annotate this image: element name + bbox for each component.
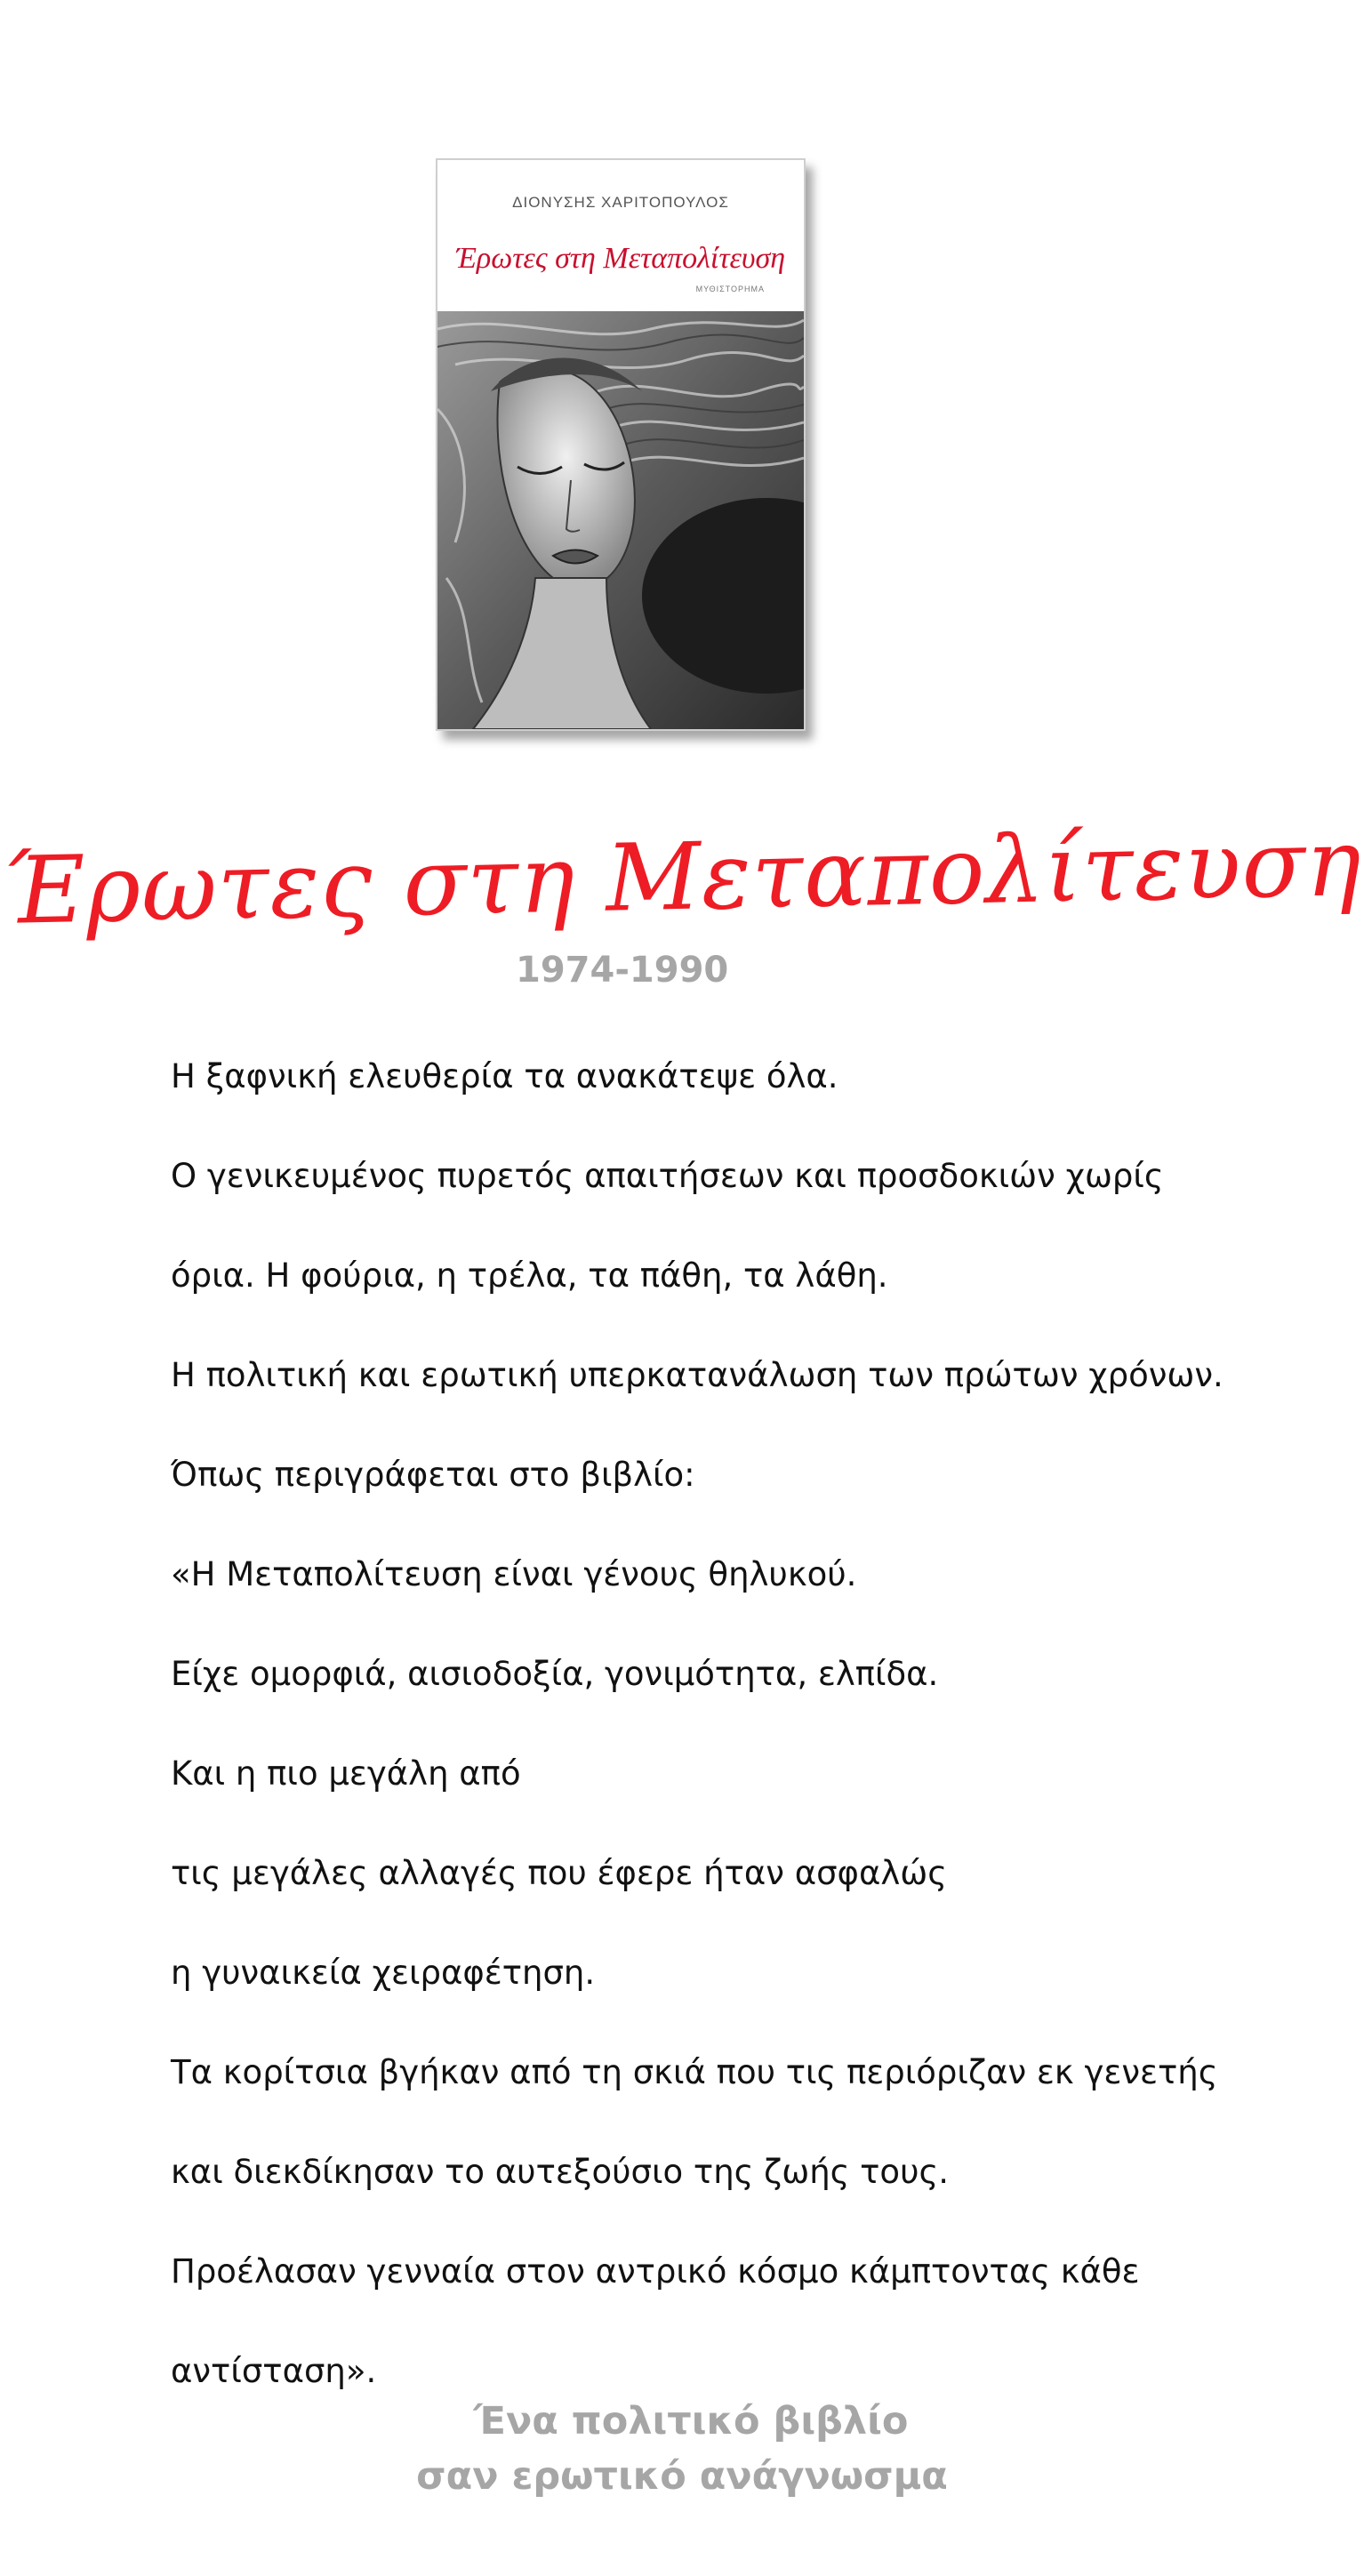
footer-tagline <box>0 2394 1364 2504</box>
book-title: Έρωτες στη Μεταπολίτευση <box>455 242 786 275</box>
body-line: Τα κορίτσια βγήκαν από τη σκιά που τις περιόριζαν εκ γενετής <box>171 2053 1218 2091</box>
main-title: Έρωτες στη Μεταπολίτευση <box>1 807 1363 946</box>
body-line: αντίσταση». <box>171 2352 377 2390</box>
book-cover-illustration <box>437 311 804 729</box>
body-line: Ο γενικευμένος πυρετός απαιτήσεων και προσδοκιών χωρίς <box>171 1157 1164 1195</box>
footer-line-1: Ένα πολιτικό βιβλίο <box>473 2399 909 2444</box>
body-line: Και η πιο μεγάλη από <box>171 1754 521 1793</box>
body-line: «Η Μεταπολίτευση είναι γένους θηλυκού. <box>171 1555 857 1593</box>
book-cover <box>436 158 806 731</box>
body-line: Όπως περιγράφεται στο βιβλίο: <box>171 1456 695 1494</box>
book-publisher: ΜΥΘΙΣΤΟΡΗΜΑ <box>695 285 765 293</box>
body-line: Είχε ομορφιά, αισιοδοξία, γονιμότητα, ελπίδα. <box>171 1655 939 1693</box>
book-cover-header <box>437 160 804 311</box>
body-line: Προέλασαν γενναία στον αντρικό κόσμο κάμπτοντας κάθε <box>171 2252 1140 2291</box>
years-subtitle: 1974-1990 <box>516 950 729 991</box>
body-text <box>171 1054 1309 2448</box>
body-line: Η πολιτική και ερωτική υπερκατανάλωση των πρώτων χρόνων. <box>171 1356 1224 1394</box>
body-line: Η ξαφνική ελευθερία τα ανακάτεψε όλα. <box>171 1057 838 1095</box>
book-author: ΔΙΟΝΥΣΗΣ ΧΑΡΙΤΟΠΟΥΛΟΣ <box>512 194 729 211</box>
body-line: όρια. Η φούρια, η τρέλα, τα πάθη, τα λάθη. <box>171 1256 888 1295</box>
body-line: η γυναικεία χειραφέτηση. <box>171 1954 596 1992</box>
body-line: και διεκδίκησαν το αυτεξούσιο της ζωής τους. <box>171 2153 949 2191</box>
body-line: τις μεγάλες αλλαγές που έφερε ήταν ασφαλώς <box>171 1854 947 1892</box>
footer-line-2: σαν ερωτικό ανάγνωσμα <box>416 2454 948 2499</box>
